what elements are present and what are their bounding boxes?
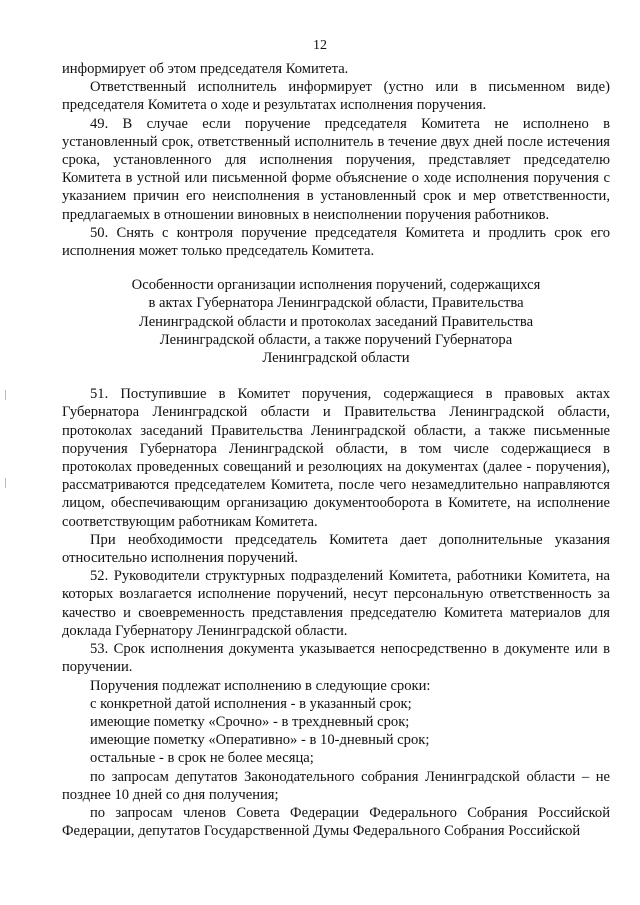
heading-spacer <box>62 367 610 385</box>
heading-line: Особенности организации исполнения поручений, содержащихся <box>131 277 541 294</box>
paragraph: с конкретной датой исполнения - в указанный срок; <box>90 695 412 712</box>
scan-margin-mark <box>5 478 6 488</box>
paragraph: по запросам депутатов Законодательного собрания Ленинградской области – не позднее 10 дней со дня получения; <box>62 768 610 803</box>
paragraph: 51. Поступившие в Комитет поручения, содержащиеся в правовых актах Губернатора Ленинградской области и Правительства Ленинградской области, протоколах заседаний Правительства Ленинградской области, а также письменные поручения Губернатора Ленинградской области, в том числе содержащиеся в протоколах проведенных совещаний и резолюциях на документах (далее - поручения), рассматриваются председателем Комитета, после чего незамедлительно направляются лицом, обеспечивающим организацию документооборота в Комитете, на исполнение соответствующим работникам Комитета. <box>62 386 610 530</box>
section-heading <box>62 276 610 367</box>
page-number: 12 <box>313 38 327 53</box>
document-body <box>62 60 610 840</box>
paragraph: 49. В случае если поручение председателя Комитета не исполнено в установленный срок, ответственный исполнитель в течение двух дней после истечения срока, установленного для исполнения поручения, представляет председателю Комитета в устной или письменной форме объяснение о ходе исполнения поручения с указанием причин его неисполнения в установленный срок и мер ответственности, предлагаемых в отношении виновных в неисполнении поручения работников. <box>62 115 610 223</box>
paragraph: по запросам членов Совета Федерации Федерального Собрания Российской Федерации, депутатов Государственной Думы Федерального Собрания Российской <box>62 804 610 840</box>
paragraph: информирует об этом председателя Комитета. <box>62 61 349 77</box>
paragraph: 50. Снять с контроля поручение председателя Комитета и продлить срок его исполнения может только председатель Комитета. <box>62 224 610 260</box>
paragraph: 53. Срок исполнения документа указывается непосредственно в документе или в поручении. <box>62 641 610 676</box>
paragraph: Ответственный исполнитель информирует (устно или в письменном виде) председателя Комитета о ходе и результатах исполнения поручения. <box>62 79 610 114</box>
paragraph: При необходимости председатель Комитета дает дополнительные указания относительно исполнения поручений. <box>62 531 610 567</box>
paragraph: Поручения подлежат исполнению в следующие сроки: <box>90 677 431 694</box>
heading-line: в актах Губернатора Ленинградской области, Правительства <box>148 295 524 312</box>
paragraph: имеющие пометку «Срочно» - в трехдневный срок; <box>90 713 410 730</box>
paragraph: 52. Руководители структурных подразделений Комитета, работники Комитета, на которых возлагается исполнение поручений, несут персональную ответственность за качество и своевременность представления председателю Комитета материалов для доклада Губернатору Ленинградской области. <box>62 568 610 639</box>
paragraph: имеющие пометку «Оперативно» - в 10-дневный срок; <box>90 732 430 749</box>
paragraph: остальные - в срок не более месяца; <box>90 750 314 767</box>
paragraphs-top <box>62 60 610 260</box>
heading-line: Ленинградской области, а также поручений Губернатора <box>159 331 513 348</box>
scan-margin-mark <box>5 390 6 400</box>
heading-line: Ленинградской области и протоколах заседаний Правительства <box>138 313 534 330</box>
heading-line: Ленинградской области <box>262 350 410 367</box>
paragraphs-bottom <box>62 385 610 840</box>
